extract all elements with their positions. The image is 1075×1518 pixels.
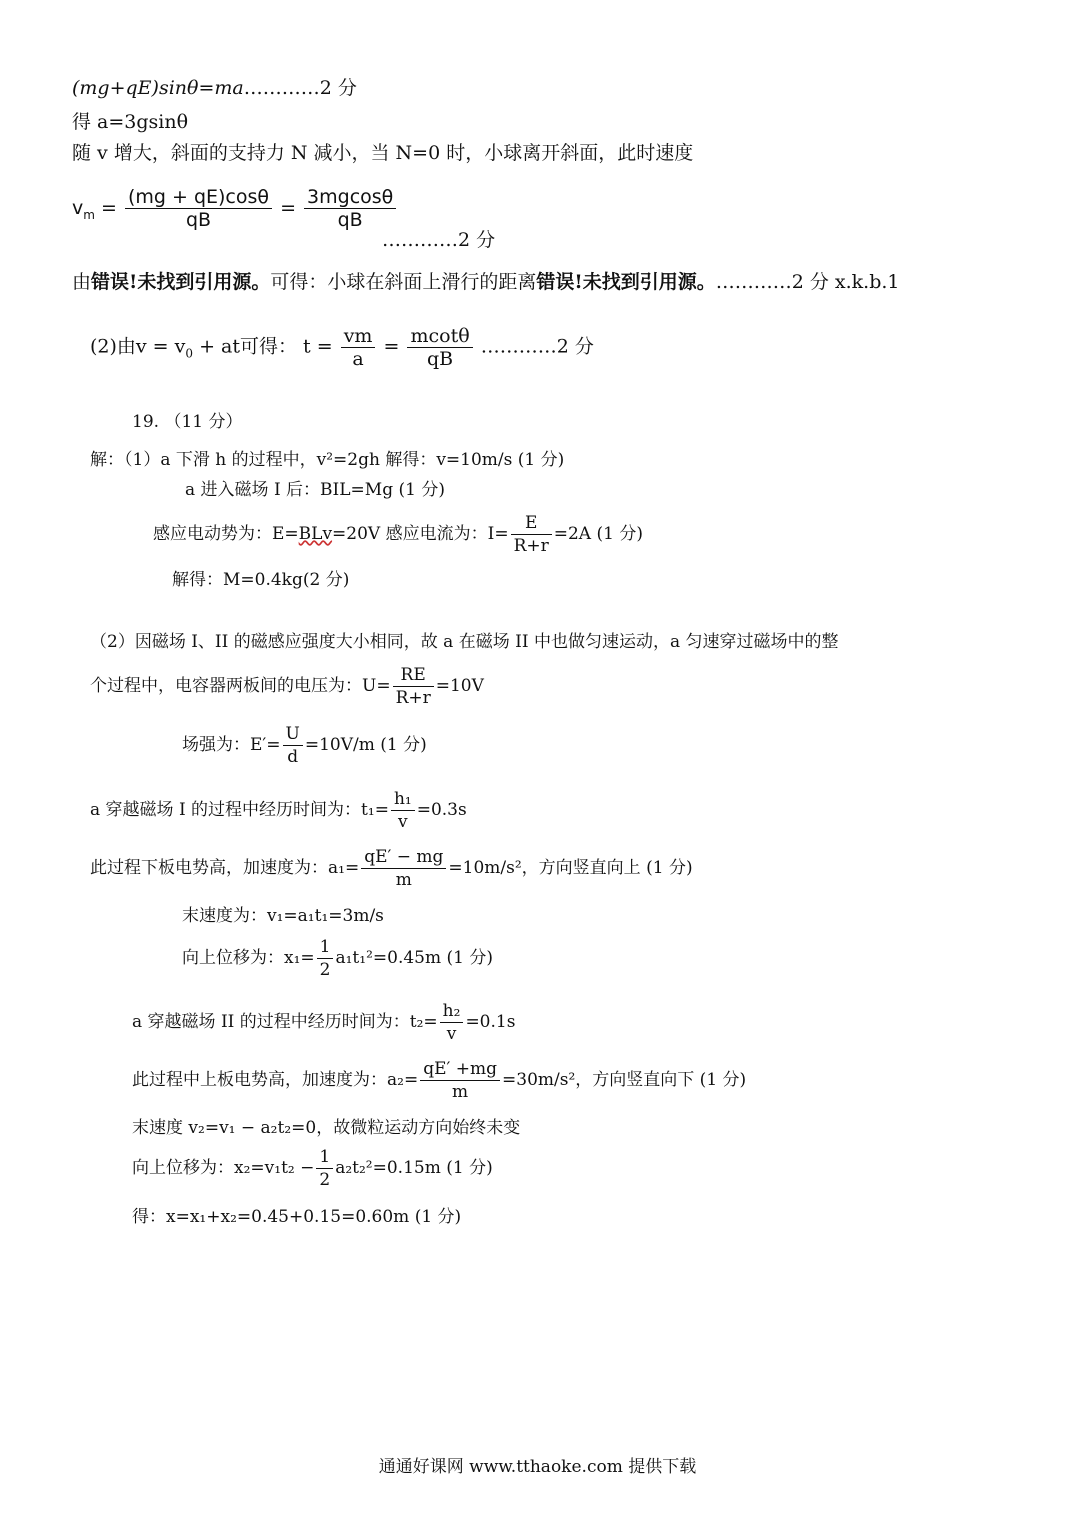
emf-label: 感应电动势为：E= bbox=[153, 524, 299, 544]
v0-subscript: 0 bbox=[185, 346, 194, 361]
vm-symbol: v bbox=[72, 197, 84, 219]
time-score: …………2 分 bbox=[480, 335, 594, 358]
vm-denominator-2: qB bbox=[337, 209, 363, 231]
disp2-fraction bbox=[316, 1146, 333, 1191]
final-velocity-1: 末速度为：v₁=a₁t₁=3m/s bbox=[182, 906, 384, 926]
acc1-label: 此过程下板电势高，加速度为：a₁= bbox=[90, 858, 360, 878]
acceleration2-line bbox=[132, 1058, 746, 1103]
vm-denominator-1: qB bbox=[185, 209, 212, 231]
time-fraction-1 bbox=[341, 325, 376, 370]
time2-result: =0.1s bbox=[465, 1012, 516, 1032]
distance-text: 可得：小球在斜面上滑行的距离 bbox=[270, 271, 537, 293]
acc1-result: =10m/s²，方向竖直向上 (1 分) bbox=[448, 858, 693, 878]
time1-label: a 穿越磁场 I 的过程中经历时间为：t₁= bbox=[90, 800, 389, 820]
time-numerator-2: mcotθ bbox=[407, 325, 472, 348]
time1-fraction bbox=[391, 788, 415, 833]
velocity-statement: 随 v 增大，斜面的支持力 N 减小，当 N=0 时，小球离开斜面，此时速度 bbox=[72, 142, 694, 164]
error-reference-line bbox=[72, 270, 900, 294]
vm-subscript: m bbox=[83, 207, 95, 222]
voltage-label: 个过程中，电容器两板间的电压为：U= bbox=[90, 676, 391, 696]
disp1-label: 向上位移为：x₁= bbox=[182, 948, 315, 968]
text-from: 由 bbox=[72, 271, 92, 293]
error-ref-2: 错误!未找到引用源。 bbox=[536, 271, 716, 293]
disp2-denominator: 2 bbox=[319, 1170, 331, 1190]
time2-numerator: h₂ bbox=[440, 1000, 464, 1023]
force-equation: (mg+qE)sinθ=ma bbox=[72, 77, 244, 99]
acceleration-result: 得 a=3gsinθ bbox=[72, 111, 189, 133]
score: …………2 分 bbox=[243, 77, 357, 99]
final-velocity-2: 末速度 v₂=v₁ − a₂t₂=0，故微粒运动方向始终未变 bbox=[132, 1118, 521, 1138]
acc1-denominator: m bbox=[395, 870, 412, 890]
time2-line bbox=[132, 1000, 515, 1045]
time1-denominator: v bbox=[398, 812, 408, 832]
voltage-numerator: RE bbox=[393, 664, 434, 687]
vm-fraction-1 bbox=[125, 186, 272, 231]
solution-step-2: a 进入磁场 I 后：BIL=Mg (1 分) bbox=[185, 480, 445, 500]
equals-sign-2: = bbox=[280, 197, 296, 219]
disp2-label: 向上位移为：x₂=v₁t₂ − bbox=[132, 1158, 315, 1178]
time2-label: a 穿越磁场 II 的过程中经历时间为：t₂= bbox=[132, 1012, 438, 1032]
total-displacement: 得：x=x₁+x₂=0.45+0.15=0.60m (1 分) bbox=[132, 1207, 462, 1227]
current-numerator: E bbox=[511, 512, 552, 535]
solution-step-1: 解：（1）a 下滑 h 的过程中，v²=2gh 解得：v=10m/s (1 分) bbox=[90, 450, 565, 470]
vm-numerator-2: 3mgcosθ bbox=[304, 186, 396, 209]
displacement1-line bbox=[182, 936, 493, 981]
acc2-numerator: qE′ +mg bbox=[420, 1058, 500, 1081]
acc2-fraction bbox=[420, 1058, 500, 1103]
vm-equation bbox=[72, 186, 398, 231]
disp2-result: a₂t₂²=0.15m (1 分) bbox=[335, 1158, 493, 1178]
time1-numerator: h₁ bbox=[391, 788, 415, 811]
time-formula-a: (2)由v = v bbox=[90, 335, 186, 358]
displacement2-line bbox=[132, 1146, 493, 1191]
disp1-numerator: 1 bbox=[317, 936, 334, 959]
field-label: 场强为：E′= bbox=[182, 735, 281, 755]
time-numerator-1: vm bbox=[341, 325, 376, 348]
page-footer: 通通好课网 www.tthaoke.com 提供下载 bbox=[378, 1457, 697, 1477]
mass-result: 解得：M=0.4kg(2 分) bbox=[172, 570, 350, 590]
current-fraction bbox=[511, 512, 552, 557]
disp1-result: a₁t₁²=0.45m (1 分) bbox=[335, 948, 493, 968]
field-numerator: U bbox=[283, 723, 303, 746]
emf-line bbox=[153, 512, 643, 557]
equals-sign: = bbox=[101, 197, 117, 219]
vm-score: …………2 分 bbox=[382, 229, 496, 251]
question-19-heading: 19. （11 分） bbox=[132, 412, 243, 432]
time-fraction-2 bbox=[407, 325, 472, 370]
disp2-numerator: 1 bbox=[316, 1146, 333, 1169]
time2-fraction bbox=[440, 1000, 464, 1045]
disp1-denominator: 2 bbox=[319, 960, 331, 980]
time-equation bbox=[90, 325, 594, 370]
disp1-fraction bbox=[317, 936, 334, 981]
time1-line bbox=[90, 788, 467, 833]
acc2-label: 此过程中上板电势高，加速度为：a₂= bbox=[132, 1070, 419, 1090]
time-equals: = bbox=[383, 335, 400, 358]
field-denominator: d bbox=[287, 747, 299, 767]
time-formula-b: + at可得： bbox=[193, 335, 297, 358]
acc1-fraction bbox=[361, 846, 446, 891]
acc2-result: =30m/s²，方向竖直向下 (1 分) bbox=[502, 1070, 747, 1090]
equation-line-1 bbox=[72, 76, 357, 100]
time1-result: =0.3s bbox=[416, 800, 467, 820]
field-fraction bbox=[283, 723, 303, 768]
acceleration1-line bbox=[90, 846, 693, 891]
current-denominator: R+r bbox=[513, 536, 549, 556]
voltage-denominator: R+r bbox=[395, 688, 431, 708]
acc1-numerator: qE′ − mg bbox=[361, 846, 446, 869]
voltage-result: =10V bbox=[435, 676, 484, 696]
current-result: =2A (1 分) bbox=[553, 524, 643, 544]
current-label: =20V 感应电流为：I= bbox=[332, 524, 509, 544]
capacitor-voltage-line bbox=[90, 664, 484, 709]
field-strength-line bbox=[182, 723, 427, 768]
time2-denominator: v bbox=[446, 1024, 457, 1044]
score-watermark: …………2 分 x.k.b.1 bbox=[715, 271, 900, 293]
field-result: =10V/m (1 分) bbox=[304, 735, 427, 755]
time-denominator-1: a bbox=[352, 348, 364, 370]
vm-numerator-1: (mg + qE)cosθ bbox=[125, 186, 272, 209]
part2-paragraph-1: （2）因磁场 I、II 的磁感应强度大小相同，故 a 在磁场 II 中也做匀速运动，a 匀速穿过磁场中的整 bbox=[90, 632, 839, 652]
voltage-fraction bbox=[393, 664, 434, 709]
error-ref-1: 错误!未找到引用源。 bbox=[91, 271, 271, 293]
emf-blv: BLv bbox=[298, 524, 333, 544]
acc2-denominator: m bbox=[452, 1082, 469, 1102]
vm-fraction-2 bbox=[304, 186, 396, 231]
time-denominator-2: qB bbox=[427, 348, 454, 370]
time-t: t = bbox=[303, 335, 333, 358]
